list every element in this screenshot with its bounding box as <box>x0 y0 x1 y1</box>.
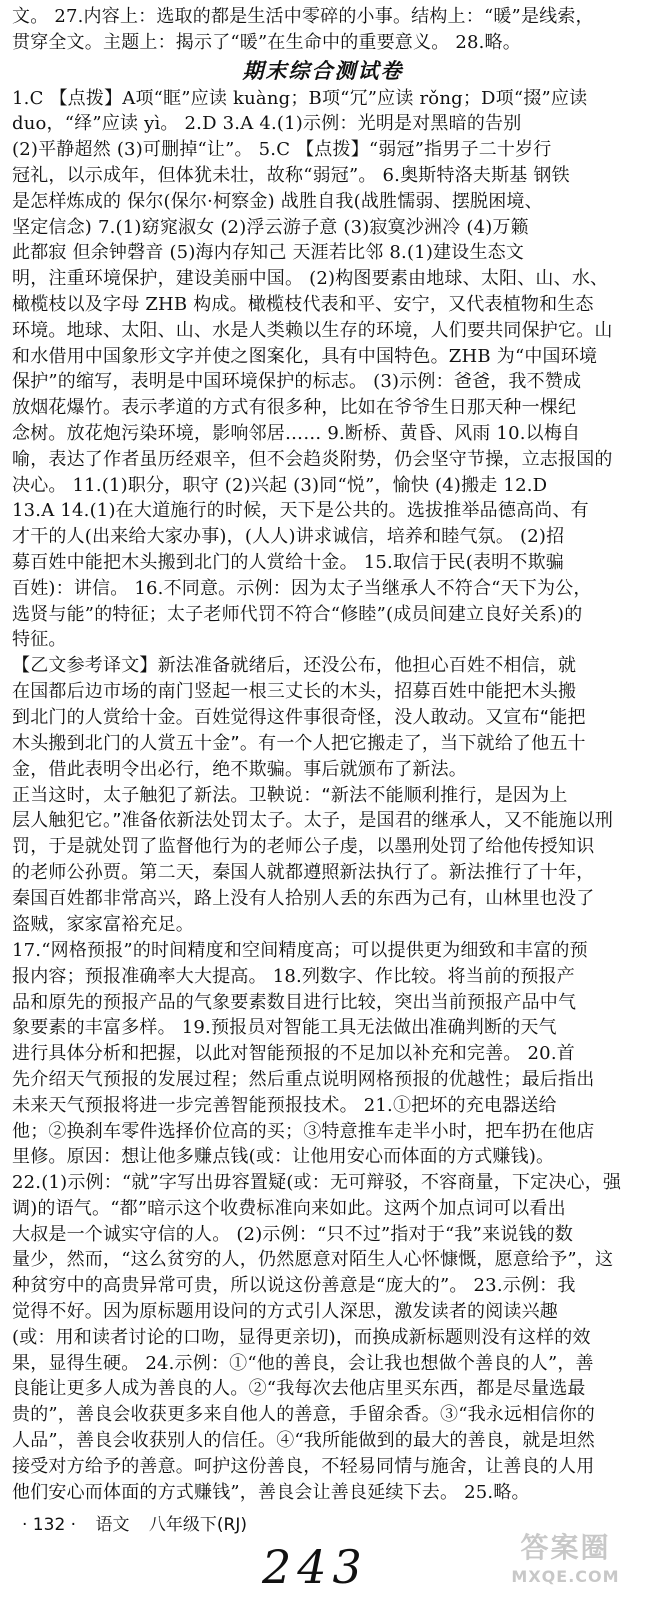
text-line: 橄榄枝以及字母 ZHB 构成。橄榄枝代表和平、安宁，又代表植物和生态 <box>12 293 594 315</box>
handwritten-number: 243 <box>262 1540 368 1594</box>
text-line: 接受对方给予的善意。呵护这份善良，不轻易同情与施舍，让善良的人用 <box>12 1455 595 1477</box>
page-number: · 132 · <box>22 1515 77 1535</box>
section-title: 期末综合测试卷 <box>242 58 404 83</box>
text-line: 【乙文参考译文】新法准备就绪后，还没公布，他担心百姓不相信，就 <box>12 655 577 677</box>
text-line: 里修。原因：想让他多赚点钱(或：让他用安心而体面的方式赚钱)。 <box>12 1146 555 1168</box>
text-line: 良能让更多人成为善良的人。②“我每次去他店里买东西，都是尽量选最 <box>12 1378 586 1400</box>
text-line: 果，显得生硬。 24.示例：①“他的善良，会让我也想做个善良的人”，善 <box>12 1352 594 1374</box>
text-line: 百姓)：讲信。 16.不同意。示例：因为太子当继承人不符合“天下为公， <box>12 577 592 599</box>
page-content <box>12 4 634 1505</box>
text-line: 是怎样炼成的 保尔(保尔·柯察金) 战胜自我(战胜懦弱、摆脱困境、 <box>12 190 543 212</box>
text-line: 贯穿全文。主题上：揭示了“暖”在生命中的重要意义。 28.略。 <box>12 31 521 53</box>
text-line: 明，注重环境保护，建设美丽中国。 (2)构图要素由地球、太阳、山、水、 <box>12 268 609 290</box>
text-line: 才干的人(出来给大家办事)，(人人)讲求诚信，培养和睦气氛。 (2)招 <box>12 526 565 548</box>
text-line: 层人触犯它。”准备依新法处罚太子。太子，是国君的继承人，又不能施以刑 <box>12 810 614 832</box>
text-line: 秦国百姓都非常高兴，路上没有人拾别人丢的东西为己有，山林里也没了 <box>12 888 595 910</box>
text-line: duo，“绎”应读 yì。 2.D 3.A 4.(1)示例：光明是对黑暗的告别 <box>12 113 522 135</box>
text-line: 调)的语气。“都”暗示这个收费标准向来如此。这两个加点词可以看出 <box>12 1197 566 1219</box>
text-line: 在国都后边市场的南门竖起一根三丈长的木头，招募百姓中能把木头搬 <box>12 681 577 703</box>
text-line: 募百姓中能把木头搬到北门的人赏给十金。 15.取信于民(表明不欺骗 <box>12 551 564 573</box>
text-line: 他们安心而体面的方式赚钱”，善良会让善良延续下去。 25.略。 <box>12 1481 530 1503</box>
text-line: 到北门的人赏给十金。百姓觉得这件事很奇怪，没人敢动。又宣布“能把 <box>12 706 586 728</box>
text-line: 选贤与能”的特征；太子老师代罚不符合“修睦”(成员间建立良好关系)的 <box>12 603 583 625</box>
text-line: 未来天气预报将进一步完善智能预报技术。 21.①把坏的充电器送给 <box>12 1094 557 1116</box>
text-line: 罚，于是就处罚了监督他行为的老师公子虔，以墨刑处罚了给他传授知识 <box>12 836 595 858</box>
text-line: 和水借用中国象形文字并使之图案化，具有中国特色。ZHB 为“中国环境 <box>12 345 598 367</box>
text-line: 量少，然而，“这么贫穷的人，仍然愿意对陌生人心怀慷慨，愿意给予”，这 <box>12 1249 614 1271</box>
text-line: 报内容；预报准确率大大提高。 18.列数字、作比较。将当前的预报产 <box>12 965 575 987</box>
text-line: 他；②换刹车零件选择价位高的买；③特意推车走半小时，把车扔在他店 <box>12 1120 595 1142</box>
previous-section-answers <box>12 4 634 56</box>
text-line: 品和原先的预报产品的气象要素数目进行比较，突出当前预报产品中气 <box>12 991 577 1013</box>
text-line: 大叔是一个诚实守信的人。 (2)示例：“只不过”指对于“我”来说钱的数 <box>12 1223 574 1245</box>
text-line: 特征。 <box>12 629 67 651</box>
reference-translation <box>12 653 634 938</box>
text-line: 13.A 14.(1)在大道施行的时候，天下是公共的。选拔推举品德高尚、有 <box>12 500 589 522</box>
grade-label: 八年级下(RJ) <box>148 1515 247 1535</box>
text-line: 正当这时，太子触犯了新法。卫鞅说：“新法不能顺利推行，是因为上 <box>12 784 568 806</box>
text-line: 种贫穷中的高贵异常可贵，所以说这份善意是“庞大的”。 23.示例：我 <box>12 1275 576 1297</box>
subject-label: 语文 <box>95 1515 130 1535</box>
text-line: 冠礼，以示成年，但体犹未壮，故称“弱冠”。 6.奥斯特洛夫斯基 钢铁 <box>12 164 570 186</box>
text-line: 17.“网格预报”的时间精度和空间精度高；可以提供更为细致和丰富的预 <box>12 939 588 961</box>
text-line: 坚定信念) 7.(1)窈窕淑女 (2)浮云游子意 (3)寂寞沙洲冷 (4)万籁 <box>12 216 529 238</box>
site-watermark-logo <box>493 1530 638 1595</box>
text-line: 进行具体分析和把握，以此对智能预报的不足加以补充和完善。 20.首 <box>12 1043 575 1065</box>
watermark-url-text: MXQE.COM <box>511 1567 620 1586</box>
text-line: 觉得不好。因为原标题用设问的方式引人深思，激发读者的阅读兴趣 <box>12 1301 558 1323</box>
text-line: 木头搬到北门的人赏五十金”。有一个人把它搬走了，当下就给了他五十 <box>12 732 586 754</box>
text-line: 的老师公孙贾。第二天，秦国人就都遵照新法执行了。新法推行了十年， <box>12 862 595 884</box>
text-line: 先介绍天气预报的发展过程；然后重点说明网格预报的优越性；最后指出 <box>12 1068 595 1090</box>
text-line: 象要素的丰富多样。 19.预报员对智能工具无法做出准确判断的天气 <box>12 1017 557 1039</box>
text-line: 贵的”，善良会收获更多来自他人的善意，手留余香。③“我永远相信你的 <box>12 1404 596 1426</box>
text-line: 喻，表达了作者虽历经艰辛，但不会趋炎附势，仍会坚守节操，立志报国的 <box>12 448 613 470</box>
text-line: 文。 27.内容上：选取的都是生活中零碎的小事。结构上：“暖”是线索， <box>12 6 594 27</box>
text-line: 保护”的缩写，表明是中国环境保护的标志。 (3)示例：爸爸，我不赞成 <box>12 371 582 393</box>
text-line: 22.(1)示例：“就”字写出毋容置疑(或：无可辩驳，不容商量，下定决心，强 <box>12 1172 622 1194</box>
text-line: 放烟花爆竹。表示孝道的方式有很多种，比如在爷爷生日那天种一棵纪 <box>12 397 577 419</box>
final-exam-answers <box>12 86 634 654</box>
text-line: 决心。 11.(1)职分，职守 (2)兴起 (3)同“悦”，愉快 (4)搬走 12.D <box>12 474 548 496</box>
text-line: 盗贼，家家富裕充足。 <box>12 914 194 936</box>
text-line: 环境。地球、太阳、山、水是人类赖以生存的环境，人们要共同保护它。山 <box>12 319 613 341</box>
text-line: (或：用和读者讨论的口吻，显得更亲切)，而换成新标题则没有这样的效 <box>12 1326 591 1348</box>
text-line: 此都寂 但余钟磬音 (5)海内存知己 天涯若比邻 8.(1)建设生态文 <box>12 242 525 264</box>
final-exam-answers-continued <box>12 938 634 1506</box>
text-line: 金，借此表明令出必行，绝不欺骗。事后就颁布了新法。 <box>12 758 467 780</box>
watermark-logo-text: 答案圈 <box>520 1531 611 1564</box>
text-line: 1.C 【点拨】A项“眶”应读 kuàng；B项“冗”应读 rǒng；D项“掇”应读 <box>12 87 588 109</box>
text-line: (2)平静超然 (3)可删掉“让”。 5.C 【点拨】“弱冠”指男子二十岁行 <box>12 139 552 161</box>
text-line: 人品”，善良会收获别人的信任。④“我所能做到的最大的善良，就是坦然 <box>12 1430 596 1452</box>
text-line: 念树。放花炮污染环境，影响邻居…… 9.断桥、黄昏、风雨 10.以梅自 <box>12 422 581 444</box>
